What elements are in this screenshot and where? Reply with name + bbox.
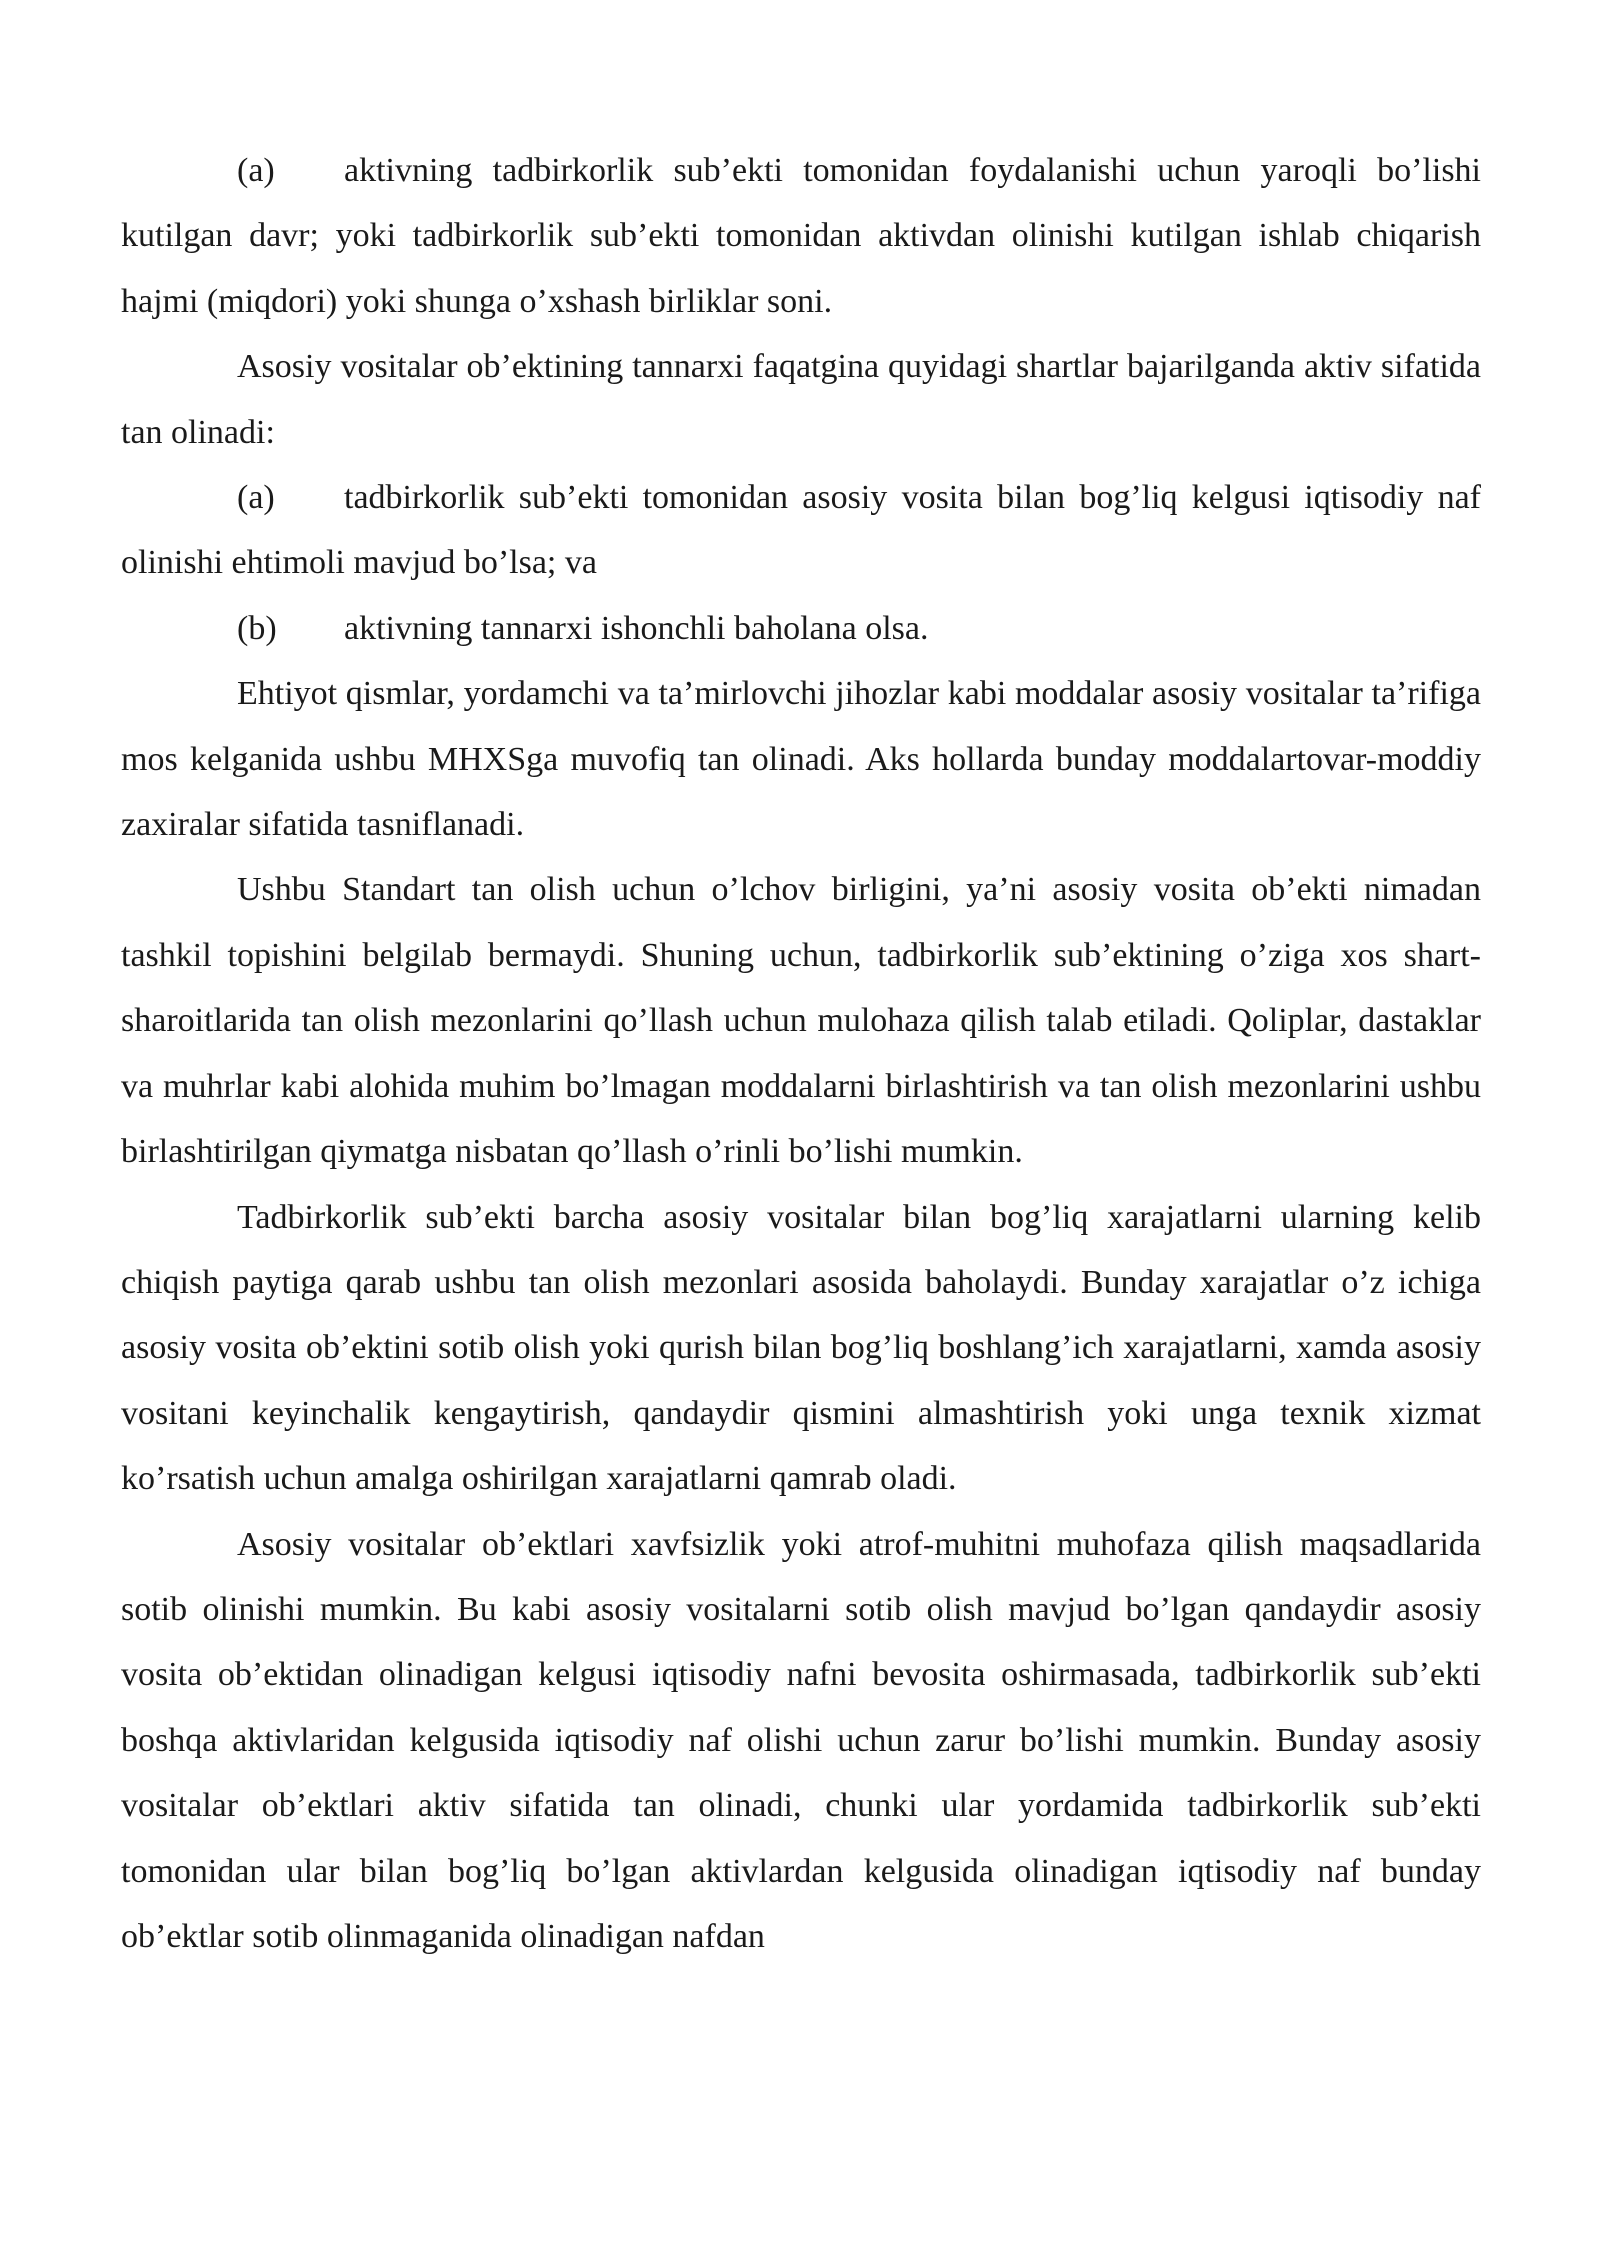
item-label: (a) — [237, 152, 275, 189]
paragraph-unit-of-measure: Ushbu Standart tan olish uchun o’lchov birligini, ya’ni asosiy vosita ob’ekti nimadan tashkil topishini belgilab bermaydi. Shuning uchun, tadbirkorlik sub’ektining o’ziga xos shart-sharoitlarida tan olish mezonlarini qo’llash uchun mulohaza qilish talab etiladi. Qoliplar, dastaklar va muhrlar kabi alohida muhim bo’lmagan moddalarni birlashtirish va tan olish mezonlarini ushbu birlashtirilgan qiymatga nisbatan qo’llash o’rinli bo’lishi mumkin. — [121, 871, 1481, 1171]
item-text: aktivning tadbirkorlik sub’ekti tomonidan foydalanishi uchun yaroqli bo’lishi kutilgan davr; yoki tadbirkorlik sub’ekti tomonidan aktivdan olinishi kutilgan ishlab chiqarish hajmi (miqdori) yoki shunga o’xshash birliklar soni. — [121, 152, 1481, 320]
list-item-a-useful-life — [121, 138, 1481, 334]
document-body — [121, 138, 1481, 1969]
item-text: aktivning tannarxi ishonchli baholana olsa. — [344, 609, 929, 647]
item-label: (a) — [237, 479, 275, 517]
item-text: tadbirkorlik sub’ekti tomonidan asosiy vosita bilan bog’liq kelgusi iqtisodiy naf olinishi ehtimoli mavjud bo’lsa; va — [121, 479, 1481, 582]
item-label: (b) — [237, 609, 277, 647]
list-item-b-reliable-cost — [121, 596, 1481, 661]
paragraph-safety-environmental: Asosiy vositalar ob’ektlari xavfsizlik yoki atrof-muhitni muhofaza qilish maqsadlarida sotib olinishi mumkin. Bu kabi asosiy vositalarni sotib olish mavjud bo’lgan qandaydir asosiy vosita ob’ektidan olinadigan kelgusi iqtisodiy nafni bevosita oshirmasada, tadbirkorlik sub’ekti boshqa aktivlaridan kelgusida iqtisodiy naf olishi uchun zarur bo’lishi mumkin. Bunday asosiy vositalar ob’ektlari aktiv sifatida tan olinadi, chunki ular yordamida tadbirkorlik sub’ekti tomonidan ular bilan bog’liq bo’lgan aktivlardan kelgusida olinadigan iqtisodiy naf bunday ob’ektlar sotib olinmaganida olinadigan nafdan — [121, 1525, 1481, 1955]
paragraph-costs-evaluation: Tadbirkorlik sub’ekti barcha asosiy vositalar bilan bog’liq xarajatlarni ularning kelib chiqish paytiga qarab ushbu tan olish mezonlari asosida baholaydi. Bunday xarajatlar o’z ichiga asosiy vosita ob’ektini sotib olish yoki qurish bilan bog’liq boshlang’ich xarajatlarni, xamda asosiy vositani keyinchalik kengaytirish, qandaydir qismini almashtirish yoki unga texnik xizmat ko’rsatish uchun amalga oshirilgan xarajatlarni qamrab oladi. — [121, 1198, 1481, 1498]
paragraph-spare-parts: Ehtiyot qismlar, yordamchi va ta’mirlovchi jihozlar kabi moddalar asosiy vositalar ta’rifiga mos kelganida ushbu MHXSga muvofiq tan olinadi. Aks hollarda bunday moddalartovar-moddiy zaxiralar sifatida tasniflanadi. — [121, 675, 1481, 844]
paragraph-recognition-conditions: Asosiy vositalar ob’ektining tannarxi faqatgina quyidagi shartlar bajarilganda aktiv sifatida tan olinadi: — [121, 348, 1481, 451]
list-item-a-economic-benefit — [121, 465, 1481, 596]
